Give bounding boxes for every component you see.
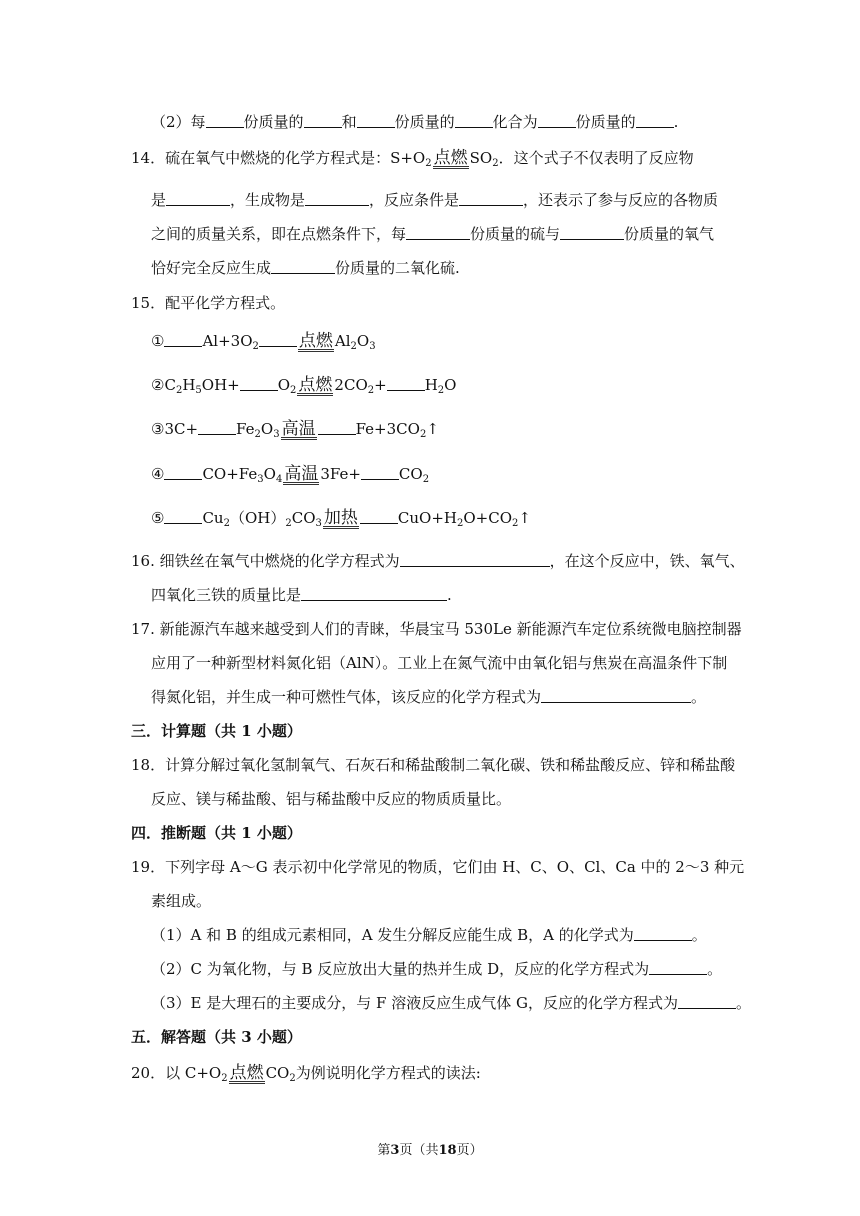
section-heading-calculation: 三．计算题（共 1 小题） [131, 722, 302, 740]
answer-blank[interactable] [560, 224, 624, 240]
reaction-condition: 点燃 [433, 148, 468, 168]
q15-eq4: ④ $CO+Fe_3O_4$ 高温 $3Fe+ CO_2$ [151, 464, 430, 485]
answer-blank[interactable] [304, 112, 342, 128]
gas-arrow: ↑ [426, 420, 439, 438]
q17-line3: 得氮化铝，并生成一种可燃性气体，该反应的化学方程式为 。 [151, 688, 707, 706]
answer-blank[interactable] [649, 959, 707, 975]
total-page-count: 18 [438, 1143, 457, 1158]
q19-line1: 19．下列字母 A～G 表示初中化学常见的物质，它们由 H、C、O、Cl、Ca 中的 2～3 种元 [131, 858, 745, 876]
answer-blank[interactable] [305, 190, 369, 206]
answer-blank[interactable] [678, 993, 736, 1009]
q19-part3: （3）E 是大理石的主要成分，与 F 溶液反应生成气体 G，反应的化学方程式为 。 [151, 994, 751, 1012]
answer-blank[interactable] [206, 112, 244, 128]
answer-blank[interactable] [634, 925, 692, 941]
answer-blank[interactable] [164, 464, 202, 480]
answer-blank[interactable] [455, 112, 493, 128]
answer-blank[interactable] [198, 419, 236, 435]
answer-blank[interactable] [400, 551, 550, 567]
q14-line4: 恰好完全反应生成 份质量的二氧化硫. [151, 259, 460, 277]
answer-blank[interactable] [164, 508, 202, 524]
gas-arrow: ↑ [518, 509, 531, 527]
reaction-condition: 高温 [281, 419, 316, 439]
q15-eq1: ① $Al+3O_2$ 点燃 $Al_2O_3$ [151, 331, 376, 352]
q19-part1: （1）A 和 B 的组成元素相同，A 发生分解反应能生成 B，A 的化学式为 。 [151, 926, 707, 944]
q17-line2: 应用了一种新型材料氮化铝（AlN）。工业上在氮气流中由氧化铝与焦炭在高温条件下制 [151, 654, 728, 672]
q17-line1: 17. 新能源汽车越来越受到人们的青睐，华晨宝马 530Le 新能源汽车定位系统微电脑控制器 [131, 620, 742, 638]
current-page-number: 3 [390, 1143, 400, 1158]
page-footer: 第3页（共18页） [377, 1143, 483, 1158]
answer-blank[interactable] [164, 331, 202, 347]
answer-blank[interactable] [459, 190, 523, 206]
answer-blank[interactable] [271, 258, 335, 274]
q20-line1: 20．以 $C+O_2$ 点燃 $CO_2$为例说明化学方程式的读法: [131, 1063, 481, 1084]
answer-blank[interactable] [538, 112, 576, 128]
q14-line1: 14．硫在氧气中燃烧的化学方程式是：$S+O_2$ 点燃 $SO_2$．这个式子不仅表明了反应物 [131, 148, 694, 169]
section-heading-answer: 五．解答题（共 3 小题） [131, 1028, 302, 1046]
reaction-condition: 高温 [284, 464, 319, 484]
q16-line2: 四氧化三铁的质量比是 . [151, 586, 452, 604]
answer-blank[interactable] [357, 112, 395, 128]
q14-line2: 是 ，生成物是 ，反应条件是 ，还表示了参与反应的各物质 [151, 191, 719, 209]
reaction-condition: 点燃 [298, 331, 333, 351]
q15-eq5: ⑤ $Cu_2(OH)_2CO_3$ 加热 $CuO+H_2O+CO_2↑$ [151, 508, 531, 529]
q18-line2: 反应、镁与稀盐酸、铝与稀盐酸中反应的物质质量比。 [151, 790, 512, 808]
answer-blank[interactable] [360, 508, 398, 524]
answer-blank[interactable] [361, 464, 399, 480]
q15-title: 15．配平化学方程式。 [131, 294, 286, 312]
answer-blank[interactable] [301, 585, 447, 601]
q16-line1: 16. 细铁丝在氧气中燃烧的化学方程式为 ，在这个反应中，铁、氧气、 [131, 552, 745, 570]
q15-eq3: ③3C+ $Fe_2O_3$ 高温 $Fe+3CO_2↑$ [151, 419, 439, 440]
answer-blank[interactable] [240, 375, 278, 391]
answer-blank[interactable] [166, 190, 230, 206]
answer-blank[interactable] [541, 687, 691, 703]
answer-blank[interactable] [406, 224, 470, 240]
section-heading-inference: 四．推断题（共 1 小题） [131, 824, 302, 842]
answer-blank[interactable] [318, 419, 356, 435]
q18-line1: 18．计算分解过氧化氢制氧气、石灰石和稀盐酸制二氧化碳、铁和稀盐酸反应、锌和稀盐酸 [131, 756, 736, 774]
q14-line3: 之间的质量关系，即在点燃条件下，每 份质量的硫与 份质量的氧气 [151, 225, 715, 243]
q19-part2: （2）C 为氧化物，与 B 反应放出大量的热并生成 D，反应的化学方程式为 。 [151, 960, 723, 978]
answer-blank[interactable] [259, 331, 297, 347]
reaction-condition: 加热 [323, 508, 358, 528]
q15-eq2: $②C_2H_5OH+ O_2$ 点燃 $2CO_2+ H_2O$ [151, 375, 457, 396]
reaction-condition: 点燃 [298, 375, 333, 395]
answer-blank[interactable] [387, 375, 425, 391]
reaction-condition: 点燃 [229, 1063, 264, 1083]
q13-part2: （2）每 份质量的 和 份质量的 化合为 份质量的 . [151, 113, 679, 131]
q19-line2: 素组成。 [151, 892, 212, 910]
answer-blank[interactable] [636, 112, 674, 128]
